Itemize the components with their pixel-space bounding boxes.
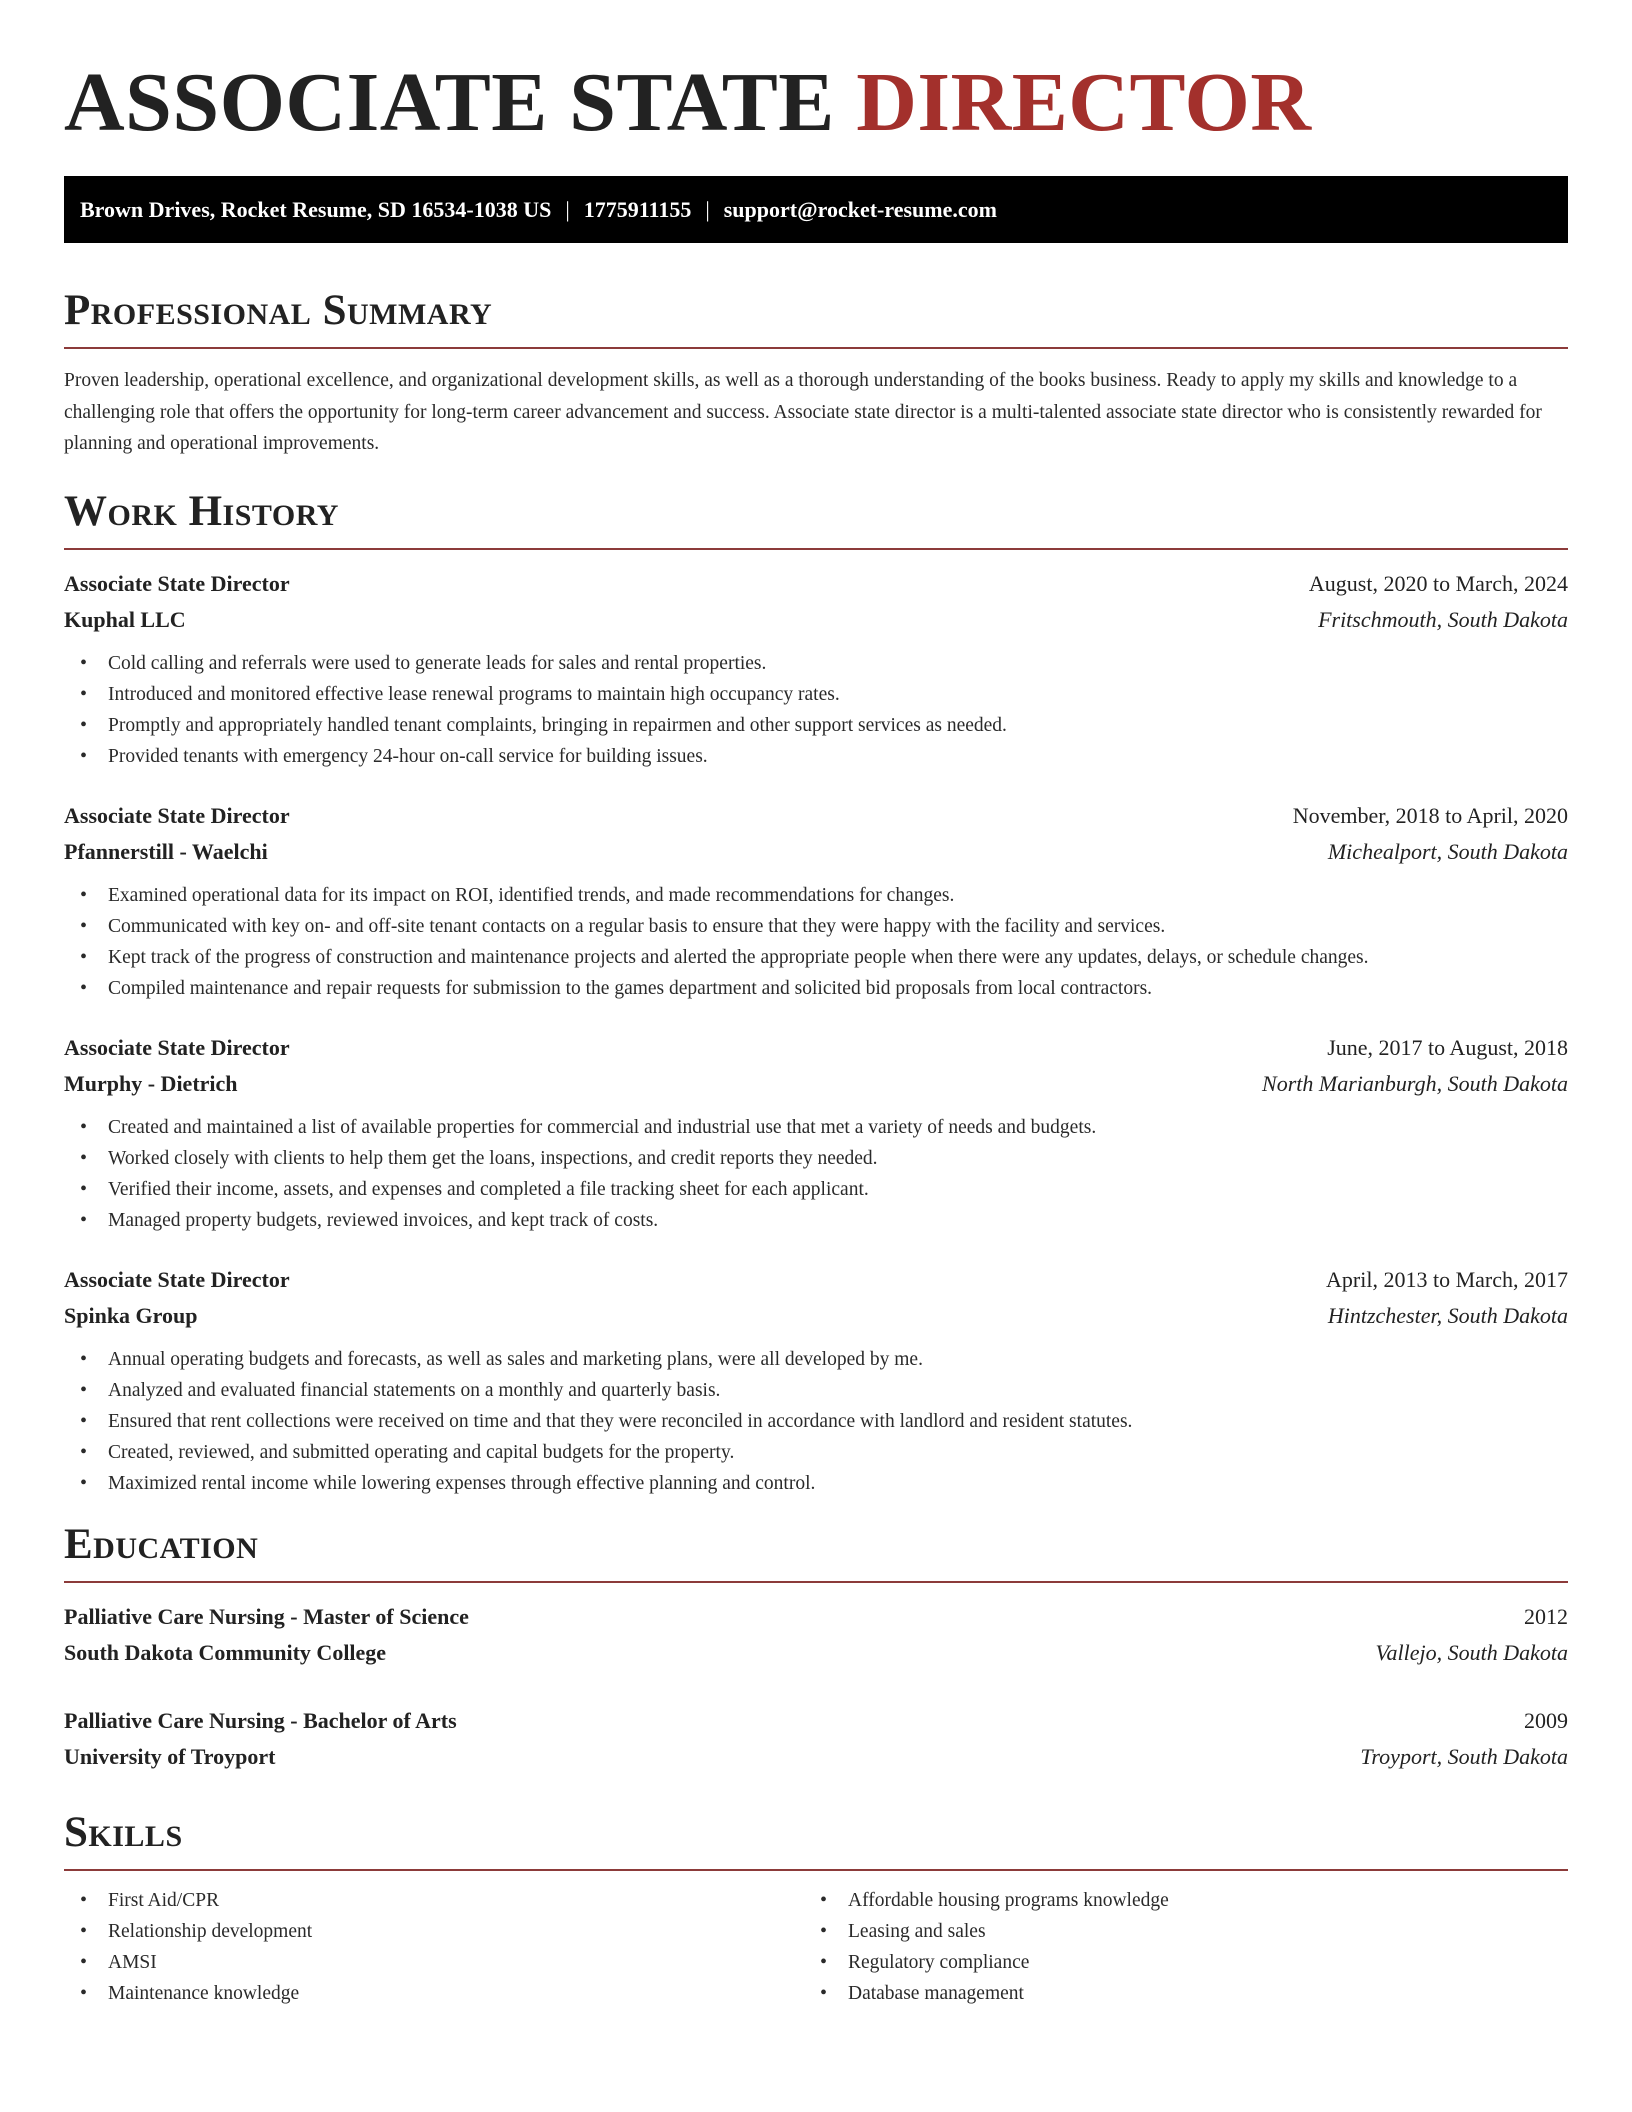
section-divider <box>64 1869 1568 1871</box>
job-entry <box>64 566 1568 772</box>
section-divider <box>64 548 1568 550</box>
job-bullet: • Ensured that rent collections were received on time and that they were reconciled in accordance with landlord and resident statutes. <box>64 1406 1568 1437</box>
skill-item: • Maintenance knowledge <box>64 1978 804 2009</box>
job-bullet: • Annual operating budgets and forecasts, as well as sales and marketing plans, were all developed by me. <box>64 1344 1568 1375</box>
job-dates: November, 2018 to April, 2020 <box>1292 802 1568 828</box>
job-bullet: • Communicated with key on- and off-site tenant contacts on a regular basis to ensure that they were happy with the facility and services. <box>64 911 1568 942</box>
job-dates: April, 2013 to March, 2017 <box>1326 1266 1568 1292</box>
job-bullet: • Promptly and appropriately handled tenant complaints, bringing in repairmen and other support services as needed. <box>64 710 1568 741</box>
job-bullets <box>64 1344 1568 1499</box>
job-entry <box>64 1262 1568 1499</box>
skills-section <box>64 1807 1568 2009</box>
job-bullet: • Compiled maintenance and repair requests for submission to the games department and solicited bid proposals from local contractors. <box>64 973 1568 1004</box>
job-bullet: • Created, reviewed, and submitted operating and capital budgets for the property. <box>64 1437 1568 1468</box>
education-location: Vallejo, South Dakota <box>1375 1639 1568 1665</box>
education-location: Troyport, South Dakota <box>1360 1743 1568 1769</box>
job-bullets <box>64 880 1568 1004</box>
work-history-section <box>64 486 1568 1499</box>
education-year: 2009 <box>1524 1707 1568 1733</box>
job-bullet: • Examined operational data for its impact on ROI, identified trends, and made recommendations for changes. <box>64 880 1568 911</box>
job-company: Spinka Group <box>64 1302 198 1328</box>
job-bullet: • Cold calling and referrals were used to generate leads for sales and rental properties. <box>64 648 1568 679</box>
job-entry <box>64 798 1568 1004</box>
job-company: Murphy - Dietrich <box>64 1070 238 1096</box>
education-school: South Dakota Community College <box>64 1639 387 1665</box>
resume-page <box>64 0 1568 2009</box>
education-entry <box>64 1599 1568 1671</box>
skill-item: • Relationship development <box>64 1916 804 1947</box>
job-location: Michealport, South Dakota <box>1327 838 1568 864</box>
contact-phone: 1775911155 <box>583 197 692 222</box>
education-section <box>64 1519 1568 1775</box>
skill-item: • Regulatory compliance <box>804 1947 1544 1978</box>
job-location: North Marianburgh, South Dakota <box>1262 1070 1568 1096</box>
title-part-1: ASSOCIATE STATE <box>64 56 835 149</box>
education-year: 2012 <box>1524 1603 1568 1629</box>
contact-email: support@rocket-resume.com <box>723 197 997 222</box>
skill-item: • Affordable housing programs knowledge <box>804 1885 1544 1916</box>
section-heading-skills: Skills <box>64 1808 183 1856</box>
job-bullets <box>64 648 1568 772</box>
job-entry <box>64 1030 1568 1236</box>
summary-section <box>64 285 1568 460</box>
education-school: University of Troyport <box>64 1743 276 1769</box>
resume-title <box>64 0 1568 148</box>
job-dates: August, 2020 to March, 2024 <box>1308 570 1568 596</box>
skill-item: • Database management <box>804 1978 1544 2009</box>
job-title: Associate State Director <box>64 570 290 596</box>
job-dates: June, 2017 to August, 2018 <box>1327 1034 1568 1060</box>
skill-item: • AMSI <box>64 1947 804 1978</box>
contact-bar <box>64 176 1568 243</box>
education-entry <box>64 1703 1568 1775</box>
job-bullets <box>64 1112 1568 1236</box>
contact-address: Brown Drives, Rocket Resume, SD 16534-1038 US <box>80 197 552 222</box>
section-heading-work-history: Work History <box>64 487 339 535</box>
job-title: Associate State Director <box>64 802 290 828</box>
title-part-2: DIRECTOR <box>856 56 1312 149</box>
job-bullet: • Kept track of the progress of construction and maintenance projects and alerted the appropriate people when there were any updates, delays, or schedule changes. <box>64 942 1568 973</box>
skills-list-right <box>804 1885 1544 2009</box>
education-degree: Palliative Care Nursing - Master of Science <box>64 1603 469 1629</box>
summary-text: Proven leadership, operational excellence, and organizational development skills, as well as a thorough understanding of the books business. Ready to apply my skills and knowledge to a challenging role that offers the opportunity for long-term career advancement and success. Associate state director is a multi-talented associate state director who is consistently rewarded for planning and operational improvements. <box>64 370 1542 454</box>
skill-item: • Leasing and sales <box>804 1916 1544 1947</box>
job-bullet: • Created and maintained a list of available properties for commercial and industrial use that met a variety of needs and budgets. <box>64 1112 1568 1143</box>
education-degree: Palliative Care Nursing - Bachelor of Arts <box>64 1707 457 1733</box>
section-heading-education: Education <box>64 1520 259 1568</box>
contact-separator: | <box>705 197 710 222</box>
contact-separator: | <box>565 197 570 222</box>
skills-list-left <box>64 1885 804 2009</box>
job-company: Pfannerstill - Waelchi <box>64 838 268 864</box>
job-bullet: • Analyzed and evaluated financial statements on a monthly and quarterly basis. <box>64 1375 1568 1406</box>
section-divider <box>64 347 1568 349</box>
section-divider <box>64 1581 1568 1583</box>
job-location: Fritschmouth, South Dakota <box>1318 606 1568 632</box>
section-heading-summary: Professional Summary <box>64 287 493 334</box>
job-location: Hintzchester, South Dakota <box>1327 1302 1568 1328</box>
job-company: Kuphal LLC <box>64 606 186 632</box>
job-title: Associate State Director <box>64 1266 290 1292</box>
skills-columns <box>64 1885 1568 2009</box>
job-bullet: • Introduced and monitored effective lease renewal programs to maintain high occupancy rates. <box>64 679 1568 710</box>
job-bullet: • Verified their income, assets, and expenses and completed a file tracking sheet for each applicant. <box>64 1174 1568 1205</box>
skill-item: • First Aid/CPR <box>64 1885 804 1916</box>
job-bullet: • Managed property budgets, reviewed invoices, and kept track of costs. <box>64 1205 1568 1236</box>
job-bullet: • Maximized rental income while lowering expenses through effective planning and control. <box>64 1468 1568 1499</box>
job-title: Associate State Director <box>64 1034 290 1060</box>
job-bullet: • Provided tenants with emergency 24-hour on-call service for building issues. <box>64 741 1568 772</box>
job-bullet: • Worked closely with clients to help them get the loans, inspections, and credit reports they needed. <box>64 1143 1568 1174</box>
